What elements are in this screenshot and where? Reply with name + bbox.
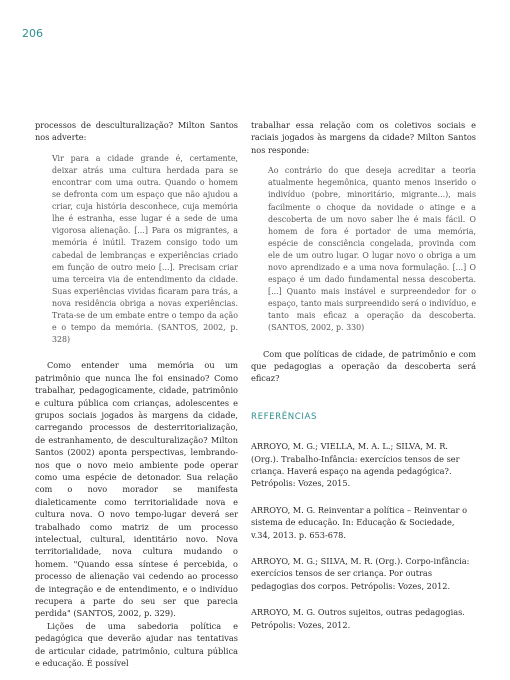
- right-quote-text: Ao contrário do que deseja acreditar a teoria atualmente hegemônica, quanto menos inserido o indivíduo (pobre, minoritário, migrante...), mais facilmente o choque da novidade o atinge e a descoberta de um novo saber lhe é mais fácil. O homem de fora é portador de uma memória, espécie de consciência congelada, provinda com ele de um outro lugar. O lugar novo o obriga a um novo aprendizado e a uma nova formulação. [...] O espaço é um dado fundamental nessa descoberta. [...] Quanto mais instável e surpreendedor for o espaço, tanto mais surpreendido será o indivíduo, e tanto mais eficaz a operação da descoberta. (SANTOS, 2002, p. 330): [268, 166, 476, 333]
- references-heading: REFERÊNCIAS: [251, 411, 318, 422]
- right-column: [251, 119, 476, 645]
- reference-item: ARROYO, M. G. Outros sujeitos, outras pedagogias. Petrópolis: Vozes, 2012.: [251, 607, 465, 630]
- left-paragraph-2: Lições de uma sabedoria política e pedagógica que deverão ajudar nas tentativas de articular cidade, patrimônio, cultura pública e educação. É possível: [35, 620, 238, 669]
- left-column: [35, 119, 238, 669]
- reference-item: ARROYO, M. G.; VIELLA, M. A. L.; SILVA, M. R. (Org.). Trabalho-Infância: exercícios tensos de ser criança. Haverá espaço na agenda pedagógica?. Petrópolis: Vozes, 2015.: [251, 441, 460, 489]
- right-intro-text: trabalhar essa relação com os coletivos sociais e raciais jogados às margens da cidade? Milton Santos nos responde:: [251, 120, 476, 155]
- reference-item: ARROYO, M. G. Reinventar a política – Reinventar o sistema de educação. In: Educação & Sociedade, v.34, 2013. p. 653-678.: [251, 504, 468, 540]
- left-quote-text: Vir para a cidade grande é, certamente, deixar atrás uma cultura herdada para se encontrar com uma outra. Quando o homem se defronta com um espaço que não ajudou a criar, cuja história desconhece, cuja memória lhe é estranha, esse lugar é a sede de uma vigorosa alienação. [...] Para os migrantes, a memória é inútil. Trazem consigo todo um cabedal de lembranças e experiências criado em função de outro meio [...]. Precisam criar uma terceira via de entendimento da cidade. Suas experiências vividas ficaram para trás, a nova residência obriga a novas experiências. Trata-se de um embate entre o tempo da ação e o tempo da memória. (SANTOS, 2002, p. 328): [52, 153, 238, 345]
- reference-item: ARROYO, M. G.; SILVA, M. R. (Org.). Corpo-infância: exercícios tensos de ser criança. Por outras pedagogias dos corpos. Petrópolis: Vozes, 2012.: [251, 556, 470, 591]
- left-paragraph-1: Como entender uma memória ou um patrimônio que nunca lhe foi ensinado? Como trabalhar, pedagogicamente, cidade, patrimônio e cultura pública com crianças, adolescentes e grupos sociais jogados às margens da cidade, carregando processos de desterritorialização, de estranhamento, de desculturalização? Milton Santos (2002) aponta perspectivas, lembrando-nos que o novo meio ambiente pode operar como uma espécie de detonador. Sua relação com o novo morador se manifesta dialeticamente como territorialidade nova e cultura nova. O novo tempo-lugar deverá ser trabalhado como matriz de um processo intelectual, cultural, identitário novo. Nova territorialidade, nova cultura mudando o homem. "Quando essa síntese é percebida, o processo de alienação vai cedendo ao processo de integração e de entendimento, e o indivíduo recupera a parte do seu ser que parecia perdida" (SANTOS, 2002, p. 329).: [35, 360, 238, 619]
- left-intro-text: processos de desculturalização? Milton Santos nos adverte:: [35, 120, 238, 143]
- right-paragraph: Com que políticas de cidade, de patrimônio e com que pedagogias a operação da descoberta será eficaz?: [251, 348, 476, 384]
- right-block-quote: [268, 165, 476, 334]
- left-block-quote: [52, 153, 238, 347]
- page-number: 206: [22, 27, 43, 40]
